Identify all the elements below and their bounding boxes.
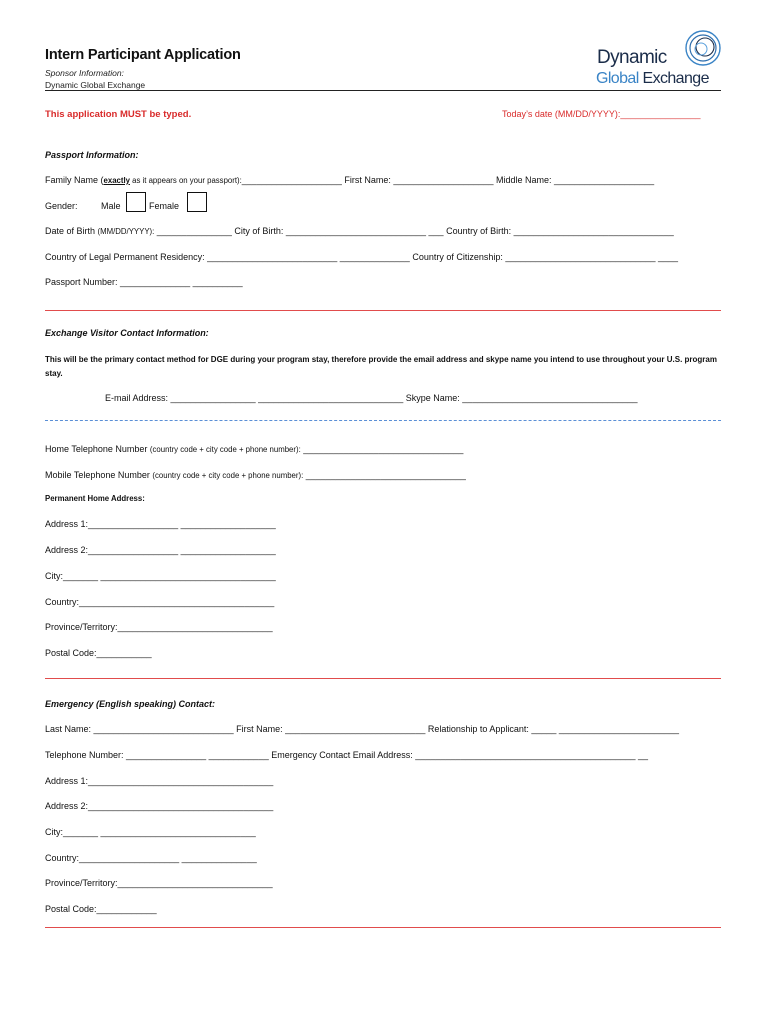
contact-note: This will be the primary contact method for DGE during your program stay, therefore provide the email address and skype name you intend to use throughout your U.S. program stay. bbox=[45, 355, 717, 378]
page-title: Intern Participant Application bbox=[45, 47, 241, 63]
family-name-field[interactable]: ____________________ bbox=[241, 175, 342, 185]
gender-female-checkbox[interactable] bbox=[187, 192, 207, 212]
dob-field[interactable]: _______________ bbox=[154, 226, 232, 236]
passport-heading: Passport Information: bbox=[45, 150, 139, 160]
todays-date-field[interactable]: Today’s date (MM/DD/YYYY):________________ bbox=[502, 109, 701, 119]
emergency-postal-field[interactable]: Postal Code:____________ bbox=[45, 904, 157, 914]
emergency-first-name-field[interactable]: First Name: ____________________________ bbox=[233, 724, 426, 734]
home-address1-field[interactable]: Address 1:__________________ ___________________ bbox=[45, 519, 276, 529]
contact-heading: Exchange Visitor Contact Information: bbox=[45, 328, 209, 338]
middle-name-field[interactable]: Middle Name: ____________________ bbox=[493, 175, 655, 185]
gender-label: Gender: bbox=[45, 201, 78, 211]
emergency-telephone-field[interactable]: Telephone Number: ________________ ____________ bbox=[45, 750, 269, 760]
typed-notice: This application MUST be typed. bbox=[45, 109, 192, 120]
logo-text-global-exchange: Global Exchange bbox=[596, 70, 709, 87]
emergency-contact-row bbox=[45, 750, 648, 760]
gender-female-label: Female bbox=[149, 201, 180, 211]
mobile-phone-row: Mobile Telephone Number (country code + city code + phone number): ________________________________ bbox=[45, 470, 466, 480]
permanent-address-heading: Permanent Home Address: bbox=[45, 494, 145, 503]
sponsor-name: Dynamic Global Exchange bbox=[45, 80, 146, 90]
gender-male-checkbox[interactable] bbox=[126, 192, 146, 212]
family-name-row: Family Name (exactly as it appears on your passport):____________________ First Name: ____________________ Middle Name: ____________________ bbox=[45, 175, 655, 185]
residency-row bbox=[45, 252, 678, 262]
section-divider bbox=[45, 678, 721, 679]
emergency-province-field[interactable]: Province/Territory:_______________________________ bbox=[45, 878, 273, 888]
home-phone-row: Home Telephone Number (country code + city code + phone number): ________________________________ bbox=[45, 444, 464, 454]
emergency-address1-field[interactable]: Address 1:_____________________________________ bbox=[45, 776, 274, 786]
home-address2-field[interactable]: Address 2:__________________ ___________________ bbox=[45, 545, 276, 555]
sponsor-label: Sponsor Information: bbox=[45, 68, 124, 78]
mobile-phone-field[interactable]: ________________________________ bbox=[303, 470, 466, 480]
residency-field[interactable]: Country of Legal Permanent Residency: __________________________ ______________ bbox=[45, 252, 410, 262]
emergency-city-field[interactable]: City:_______ _______________________________ bbox=[45, 827, 256, 837]
passport-number-field[interactable]: Passport Number: ______________ __________ bbox=[45, 277, 243, 287]
emergency-last-name-field[interactable]: Last Name: ____________________________ bbox=[45, 724, 234, 734]
dashed-divider bbox=[45, 420, 721, 421]
gender-male-label: Male bbox=[101, 201, 121, 211]
home-city-field[interactable]: City:_______ ___________________________________ bbox=[45, 571, 276, 581]
emergency-name-row bbox=[45, 724, 679, 734]
dge-logo bbox=[595, 28, 725, 92]
email-field[interactable]: E-mail Address: _________________ _____________________________ bbox=[105, 393, 404, 403]
section-divider bbox=[45, 927, 721, 928]
emergency-country-field[interactable]: Country:____________________ _______________ bbox=[45, 853, 257, 863]
country-of-birth-field[interactable]: Country of Birth: ________________________________ bbox=[443, 226, 674, 236]
relationship-field[interactable]: Relationship to Applicant: _____ ________________________ bbox=[425, 724, 680, 734]
skype-field[interactable]: Skype Name: ___________________________________ bbox=[403, 393, 638, 403]
birth-row: Date of Birth (MM/DD/YYYY): _______________ City of Birth: ____________________________ ___ Country of Birth: ________________________________ bbox=[45, 226, 674, 236]
home-province-field[interactable]: Province/Territory:_______________________________ bbox=[45, 622, 273, 632]
citizenship-field[interactable]: Country of Citizenship: ______________________________ ____ bbox=[409, 252, 679, 262]
home-country-field[interactable]: Country:_______________________________________ bbox=[45, 597, 275, 607]
first-name-field[interactable]: First Name: ____________________ bbox=[341, 175, 494, 185]
city-of-birth-field[interactable]: City of Birth: ____________________________ ___ bbox=[231, 226, 444, 236]
email-skype-row bbox=[105, 393, 638, 403]
emergency-heading: Emergency (English speaking) Contact: bbox=[45, 699, 216, 709]
home-phone-field[interactable]: ________________________________ bbox=[300, 444, 464, 454]
emergency-email-field[interactable]: Emergency Contact Email Address: ____________________________________________ __ bbox=[268, 750, 649, 760]
orbit-circles-icon bbox=[681, 28, 725, 72]
logo-text-dynamic: Dynamic bbox=[597, 47, 667, 68]
home-postal-field[interactable]: Postal Code:___________ bbox=[45, 648, 152, 658]
emergency-address2-field[interactable]: Address 2:_____________________________________ bbox=[45, 801, 274, 811]
section-divider bbox=[45, 310, 721, 311]
